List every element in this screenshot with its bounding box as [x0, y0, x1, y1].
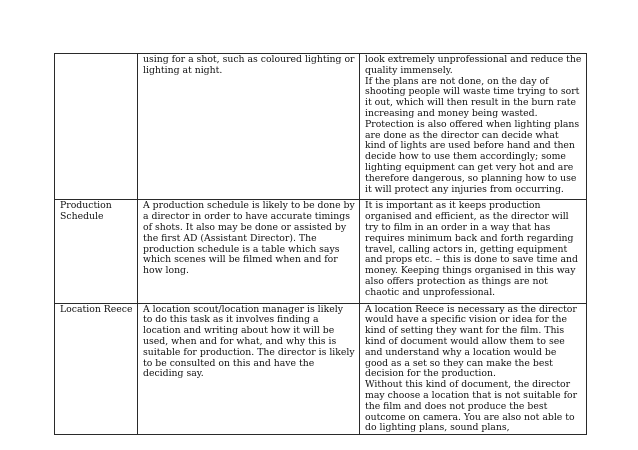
purpose-paragraph: Without this kind of document, the director may choose a location that is not suitable for the film and does not produce the best outcome on camera. You are also not able to do lighting plans, sound plans, [365, 379, 578, 434]
purpose-paragraph: look extremely unprofessional and reduce the quality immensely. [365, 54, 582, 76]
row-purpose-cell [360, 303, 587, 435]
row-heading-cell [55, 54, 138, 200]
table-row [55, 303, 587, 435]
table-row [55, 54, 587, 200]
row-description-cell: A location scout/location manager is likely to do this task as it involves finding a location and writing about how it will be used, when and for what, and why this is suitable for production. The director is likely to be consulted on this and have the deciding say. [138, 303, 360, 435]
row-purpose-cell [360, 200, 587, 303]
planning-documents-table [54, 53, 587, 435]
purpose-paragraph: If the plans are not done, on the day of shooting people will waste time trying to sort it out, which will then result in the burn rate increasing and money being wasted. Protection is also offered when lighting plans are done as the director can decide what kind of lights are used before hand and then decide how to use them accordingly; some lighting equipment can get very hot and are therefore dangerous, so planning how to use it will protect any injuries from occurring. [365, 75, 580, 195]
row-description-cell: using for a shot, such as coloured lighting or lighting at night. [138, 54, 360, 200]
row-description-cell: A production schedule is likely to be done by a director in order to have accurate timings of shots. It also may be done or assisted by the first AD (Assistant Director). The production schedule is a table which says which scenes will be filmed when and for how long. [138, 200, 360, 303]
purpose-paragraph: A location Reece is necessary as the director would have a specific vision or idea for the kind of setting they want for the film. This kind of document would allow them to see and understand why a location would be good as a set so they can make the best decision for the production. [365, 303, 577, 380]
row-purpose-cell [360, 54, 587, 200]
row-heading-cell: Production Schedule [55, 200, 138, 303]
purpose-paragraph: It is important as it keeps production organised and efficient, as the director will try to film in an order in a way that has requires minimum back and forth regarding travel, calling actors in, getting equipment and props etc. – this is done to save time and money. Keeping things organised in this way also offers protection as things are not chaotic and unprofessional. [365, 200, 578, 298]
table-row [55, 200, 587, 303]
row-heading-cell: Location Reece [55, 303, 138, 435]
